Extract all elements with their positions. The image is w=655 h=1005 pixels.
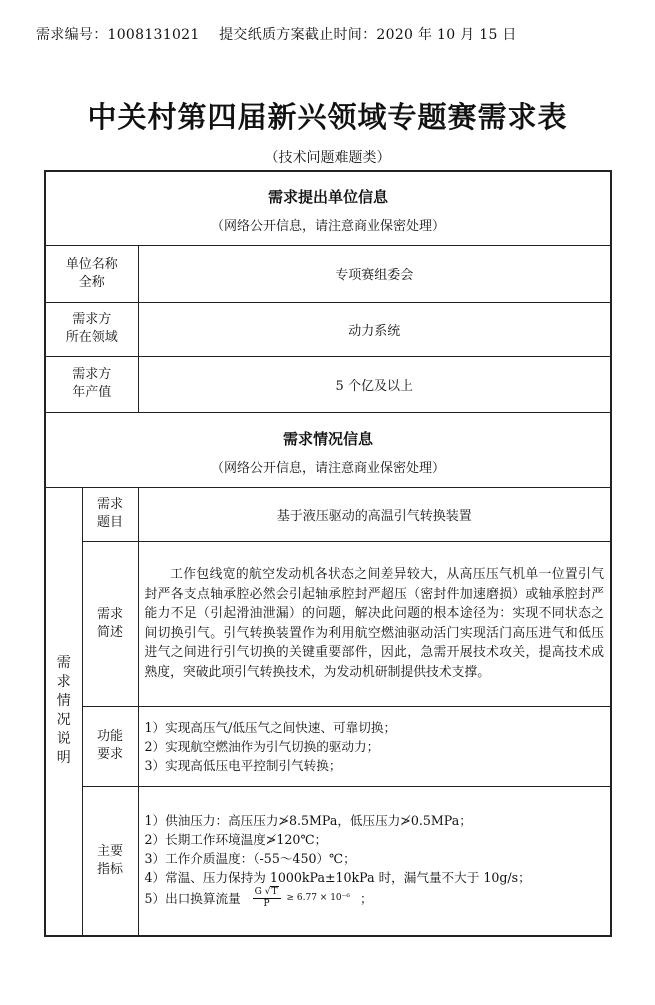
formula-g: G — [254, 887, 262, 898]
output-value: 5 个亿及以上 — [138, 356, 611, 412]
output-label-line2: 年产值 — [72, 385, 112, 400]
section1-header-row — [45, 171, 611, 245]
topic-label-line2: 题目 — [96, 515, 123, 530]
org-name-label — [45, 245, 138, 302]
brief-label — [82, 541, 138, 706]
demand-number-label: 需求编号： — [36, 27, 108, 43]
domain-label-line1: 需求方 — [72, 312, 112, 327]
flow-formula-fraction — [253, 887, 281, 910]
org-name-label-line2: 全称 — [78, 274, 105, 290]
formula-numerator: G √T — [253, 887, 281, 899]
formula-rhs: ≥ 6.77 × 10⁻⁶ — [286, 893, 351, 904]
deadline-date: 2020 年 10 月 15 日 — [376, 27, 517, 43]
section2-title: 需求情况信息 — [282, 429, 373, 448]
function-cell — [138, 706, 611, 786]
section2-header-row — [45, 412, 611, 487]
function-item: 1）实现高压气/低压气之间快速、可靠切换； — [144, 719, 397, 735]
org-name-value: 专项赛组委会 — [138, 245, 611, 302]
indicator-item: 3）工作介质温度：（-55～450）℃； — [144, 851, 356, 867]
side-label-char: 况 — [56, 712, 71, 729]
indicator-item: 2）长期工作环境温度≯120℃； — [144, 832, 328, 848]
function-list — [139, 714, 611, 779]
brief-row — [45, 541, 611, 706]
section1-title: 需求提出单位信息 — [267, 188, 388, 207]
side-label-char: 需 — [56, 655, 71, 672]
function-label-line1: 功能 — [96, 729, 123, 744]
side-label-char: 情 — [56, 693, 71, 710]
output-label-line1: 需求方 — [72, 367, 112, 382]
side-label-char: 求 — [56, 674, 71, 691]
topic-value: 基于液压驱动的高温引气转换装置 — [138, 487, 611, 541]
brief-label-line1: 需求 — [96, 606, 123, 622]
topic-label — [82, 487, 138, 541]
demand-form-table — [44, 170, 612, 937]
section1-header — [45, 171, 611, 245]
page-title: 中关村第四届新兴领域专题赛需求表 — [87, 100, 568, 134]
org-name-row — [45, 245, 611, 302]
formula-t: T — [271, 887, 278, 898]
function-item: 3）实现高低压电平控制引气转换； — [144, 757, 342, 773]
brief-cell — [138, 541, 611, 706]
topic-label-line1: 需求 — [96, 497, 123, 512]
side-label-char: 明 — [56, 750, 71, 767]
domain-label-line2: 所在领域 — [65, 330, 118, 345]
function-label — [82, 706, 138, 786]
indicator5-suffix: ； — [360, 891, 373, 907]
indicators-row — [45, 786, 611, 936]
domain-row — [45, 302, 611, 356]
function-label-line2: 要求 — [96, 747, 123, 762]
output-label — [45, 356, 138, 412]
indicator5-prefix: 5）出口换算流量 — [144, 891, 241, 907]
section2-header — [45, 412, 611, 487]
demand-detail-side-label — [45, 487, 82, 936]
section2-note: （网络公开信息，请注意商业保密处理） — [210, 460, 445, 476]
indicators-label-line1: 主要 — [96, 843, 123, 859]
indicator-item: 1）供油压力：高压压力≯8.5MPa，低压压力≯0.5MPa； — [144, 813, 472, 829]
indicator-item-formula — [145, 887, 605, 910]
indicators-label — [82, 786, 138, 936]
indicator-item: 4）常温、压力保持为 1000kPa±10kPa 时，漏气量不大于 10g/s； — [144, 870, 531, 886]
org-name-label-line1: 单位名称 — [65, 256, 118, 272]
deadline-label: 提交纸质方案截止时间： — [219, 27, 377, 43]
indicators-cell — [138, 786, 611, 936]
page-subtitle: （技术问题难题类） — [264, 150, 391, 166]
brief-label-line2: 简述 — [96, 624, 123, 640]
output-row — [45, 356, 611, 412]
domain-value: 动力系统 — [138, 302, 611, 356]
side-label-char: 说 — [56, 731, 71, 748]
demand-number: 1008131021 — [107, 27, 200, 43]
formula-denominator: P — [263, 899, 270, 910]
section1-note: （网络公开信息，请注意商业保密处理） — [210, 219, 445, 235]
header-line — [36, 24, 636, 44]
brief-text: 工作包线宽的航空发动机各状态之间差异较大，从高压压气机单一位置引气封严各支点轴承腔必然会引起轴承腔封严超压（密封件加速磨损）或轴承腔封严能力不足（引起滑油泄漏）的问题，解决此问题的根本途径为：实现不同状态之间切换引气。引气转换装置作为利用航空燃油驱动活门实现活门高压进气和低压进气之间进行引气切换的关键重要部件，因此，急需开展技术攻关，提高技术成熟度，突破此项引气转换技术，为发动机研制提供技术支撑。 — [144, 567, 604, 680]
domain-label — [45, 302, 138, 356]
indicators-label-line2: 指标 — [96, 861, 123, 877]
function-row — [45, 706, 611, 786]
indicators-list — [139, 807, 611, 914]
topic-row — [45, 487, 611, 541]
function-item: 2）实现航空燃油作为引气切换的驱动力； — [144, 738, 380, 754]
